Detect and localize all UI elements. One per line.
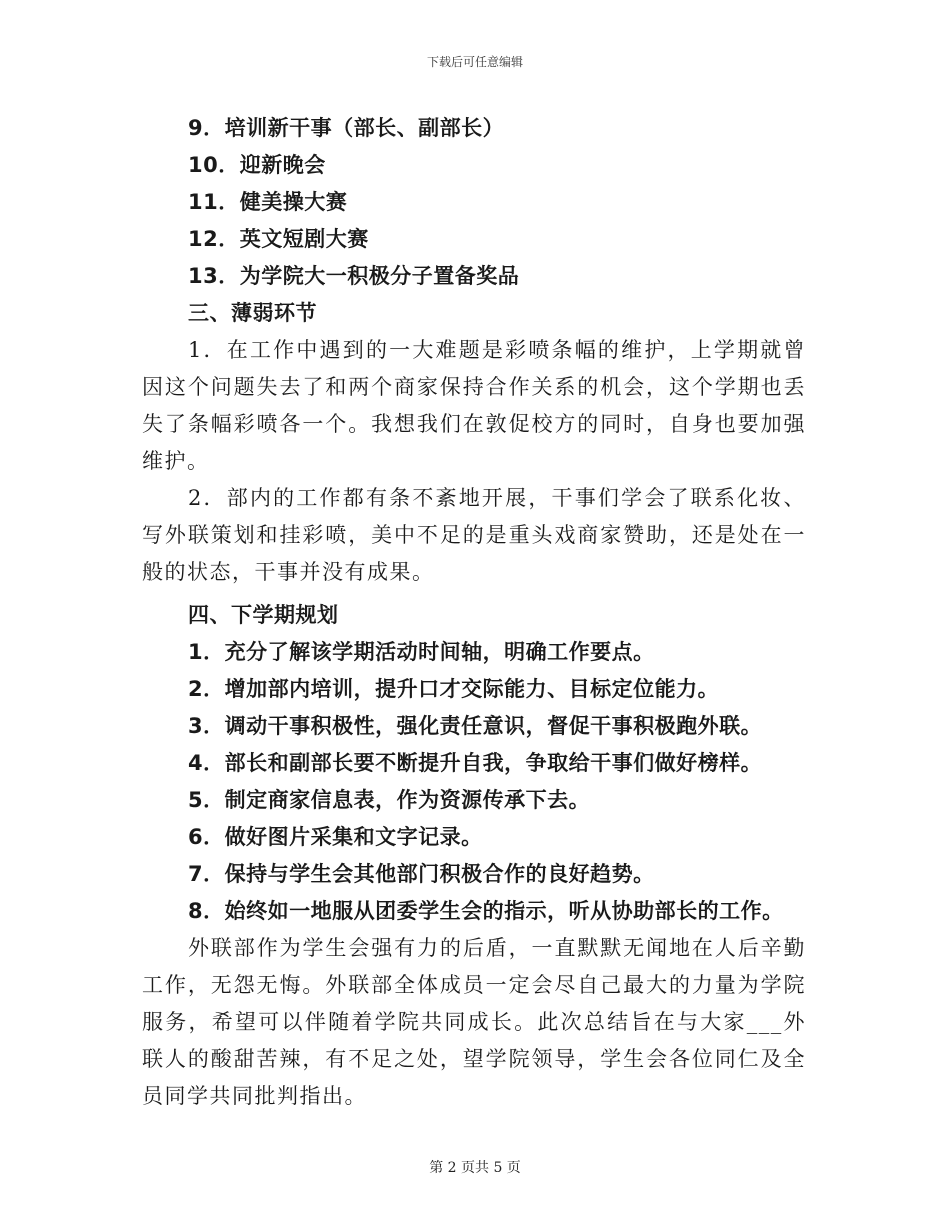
list-item: 7．保持与学生会其他部门积极合作的良好趋势。 bbox=[188, 862, 655, 886]
list-item: 11．健美操大赛 bbox=[188, 190, 348, 214]
page-header: 下载后可任意编辑 bbox=[426, 55, 523, 69]
page-number: 第 2 页共 5 页 bbox=[429, 1160, 521, 1176]
section-heading: 四、下学期规划 bbox=[188, 603, 339, 627]
list-item: 1．充分了解该学期活动时间轴，明确工作要点。 bbox=[188, 640, 655, 664]
document-body bbox=[142, 110, 806, 1115]
list-item: 8．始终如一地服从团委学生会的指示，听从协助部长的工作。 bbox=[188, 899, 784, 923]
paragraph: 2．部内的工作都有条不紊地开展，干事们学会了联系化妆、写外联策划和挂彩喷，美中不足的是重头戏商家赞助，还是处在一般的状态，干事并没有成果。 bbox=[142, 486, 806, 584]
paragraph: 1．在工作中遇到的一大难题是彩喷条幅的维护，上学期就曾因这个问题失去了和两个商家保持合作关系的机会，这个学期也丢失了条幅彩喷各一个。我想我们在敦促校方的同时，自身也要加强维护。 bbox=[142, 338, 806, 473]
list-item: 5．制定商家信息表，作为资源传承下去。 bbox=[188, 788, 591, 812]
closing-paragraph: 外联部作为学生会强有力的后盾，一直默默无闻地在人后辛勤工作，无怨无悔。外联部全体成员一定会尽自己最大的力量为学院服务，希望可以伴随着学院共同成长。此次总结旨在与大家___外联人的酸甜苦辣，有不足之处，望学院领导，学生会各位同仁及全员同学共同批判指出。 bbox=[142, 936, 806, 1108]
list-item: 9．培训新干事（部长、副部长） bbox=[188, 116, 505, 140]
list-item: 4．部长和副部长要不断提升自我，争取给干事们做好榜样。 bbox=[188, 751, 763, 775]
list-item: 10．迎新晚会 bbox=[188, 153, 326, 177]
list-item: 2．增加部内培训，提升口才交际能力、目标定位能力。 bbox=[188, 677, 720, 701]
section-heading: 三、薄弱环节 bbox=[188, 301, 317, 325]
list-item: 12．英文短剧大赛 bbox=[188, 227, 369, 251]
list-item: 13．为学院大一积极分子置备奖品 bbox=[188, 264, 520, 288]
list-item: 3．调动干事积极性，强化责任意识，督促干事积极跑外联。 bbox=[188, 714, 763, 738]
list-item: 6．做好图片采集和文字记录。 bbox=[188, 825, 483, 849]
